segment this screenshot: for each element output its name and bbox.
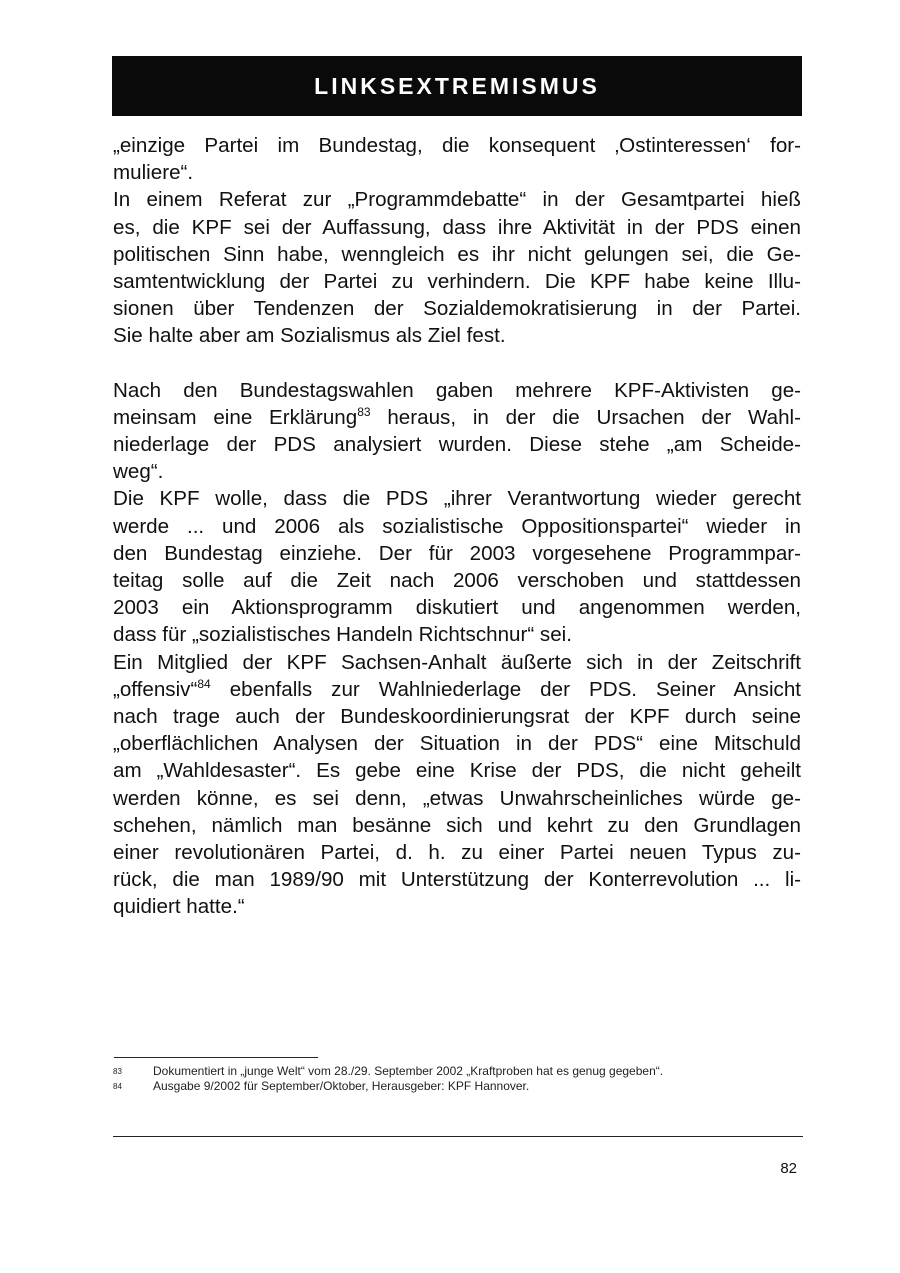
footnote-number: 84 (113, 1082, 122, 1091)
section-title: LINKSEXTREMISMUS (314, 72, 600, 99)
paragraph (113, 186, 801, 349)
text-line: den Bundestag einziehe. Der für 2003 vorgesehene Programmpar- (113, 541, 801, 565)
text-line: politischen Sinn habe, wenngleich es ihr nicht gelungen sei, die Ge- (113, 242, 801, 266)
paragraph (113, 132, 801, 186)
text-segment: ebenfalls zur Wahlniederlage der PDS. Seiner Ansicht (210, 677, 801, 701)
text-line: 2003 ein Aktionsprogramm diskutiert und angenommen werden, (113, 596, 801, 620)
text-line: werden könne, es sei denn, „etwas Unwahrscheinliches würde ge- (113, 786, 801, 810)
text-line: sionen über Tendenzen der Sozialdemokratisierung in der Partei. (113, 297, 801, 321)
text-line: schehen, nämlich man besänne sich und kehrt zu den Grundlagen (113, 813, 801, 837)
text-line: Die KPF wolle, dass die PDS „ihrer Verantwortung wieder gerecht (113, 487, 801, 511)
paragraph (113, 485, 801, 648)
footnote (113, 1079, 803, 1094)
footnote-divider (114, 1057, 318, 1058)
text-line: muliere“. (113, 161, 194, 185)
page-bottom-rule (113, 1136, 803, 1137)
text-line: teitag solle auf die Zeit nach 2006 verschoben und stattdessen (113, 569, 801, 592)
text-line: es, die KPF sei der Auffassung, dass ihre Aktivität in der PDS einen (113, 215, 801, 239)
body-text (113, 132, 801, 920)
text-line: am „Wahldesaster“. Es gebe eine Krise der PDS, die nicht geheilt (113, 759, 801, 783)
footnote-text: Ausgabe 9/2002 für September/Oktober, Herausgeber: KPF Hannover. (153, 1079, 530, 1093)
text-line: quidiert hatte.“ (113, 895, 245, 919)
text-line: werde ... und 2006 als sozialistische Oppositionspartei“ wieder in (113, 514, 801, 538)
text-line: dass für „sozialistisches Handeln Richtschnur“ sei. (113, 623, 572, 647)
text-segment: heraus, in der die Ursachen der Wahl- (370, 405, 801, 429)
text-line: In einem Referat zur „Programmdebatte“ in der Gesamtpartei hieß (113, 188, 801, 212)
text-line (113, 404, 801, 431)
page-number: 82 (780, 1160, 797, 1177)
text-line (113, 676, 801, 703)
text-line: rück, die man 1989/90 mit Unterstützung der Konterrevolution ... li- (113, 868, 801, 892)
footnote (113, 1064, 803, 1079)
text-line: einer revolutionären Partei, d. h. zu einer Partei neuen Typus zu- (113, 840, 801, 864)
text-line: samtentwicklung der Partei zu verhindern. Die KPF habe keine Illu- (113, 269, 801, 293)
text-line: nach trage auch der Bundeskoordinierungsrat der KPF durch seine (113, 704, 801, 728)
text-line: niederlage der PDS analysiert wurden. Diese stehe „am Scheide- (113, 433, 801, 457)
footnotes (113, 1064, 803, 1094)
text-line: Sie halte aber am Sozialismus als Ziel fest. (113, 324, 506, 348)
text-line: „einzige Partei im Bundestag, die konsequent ‚Ostinteressen‘ for- (113, 134, 801, 157)
paragraph (113, 649, 801, 921)
text-segment: meinsam eine Erklärung (113, 405, 358, 429)
section-header (112, 56, 802, 116)
text-line: Ein Mitglied der KPF Sachsen-Anhalt äußerte sich in der Zeitschrift (113, 650, 801, 674)
text-segment: „offensiv“ (113, 677, 198, 701)
footnote-reference: 84 (197, 676, 211, 691)
paragraph (113, 377, 801, 486)
footnote-reference: 83 (357, 404, 371, 419)
footnote-number: 83 (113, 1067, 122, 1076)
paragraph-spacer (113, 350, 801, 377)
text-line: „oberflächlichen Analysen der Situation in der PDS“ eine Mitschuld (113, 732, 801, 756)
footnote-text: Dokumentiert in „junge Welt“ vom 28./29. September 2002 „Kraftproben hat es genug gegeben“. (153, 1064, 664, 1078)
text-line: Nach den Bundestagswahlen gaben mehrere KPF-Aktivisten ge- (113, 378, 801, 402)
text-line: weg“. (113, 460, 164, 484)
